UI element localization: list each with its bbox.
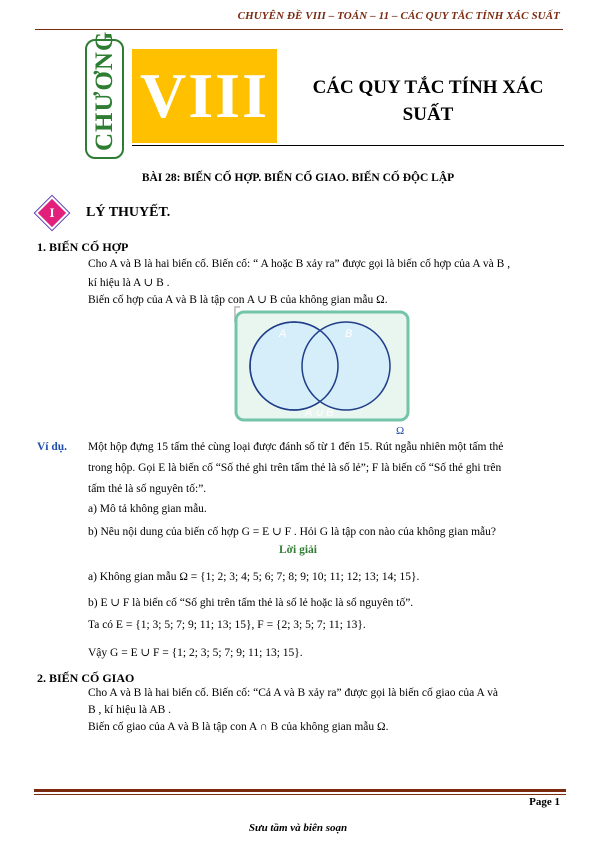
footer-divider-thick: [34, 789, 566, 792]
chapter-title-divider: [132, 145, 564, 146]
chapter-title-line2: SUẤT: [402, 104, 454, 125]
section2-line1: Cho A và B là hai biến cố. Biến cố: “Cả A và B xảy ra” được gọi là biến cố giao của A và: [88, 687, 498, 699]
venn-diagram: [234, 310, 410, 422]
lesson-title: BÀI 28: BIẾN CỐ HỢP. BIẾN CỐ GIAO. BIẾN CỐ ĐỘC LẬP: [141, 172, 455, 184]
running-header: CHUYÊN ĐỀ VIII – TOÁN – 11 – CÁC QUY TẮC TÍNH XÁC SUẤT: [237, 10, 560, 22]
example-question-a: a) Mô tả không gian mẫu.: [88, 503, 207, 515]
header-divider: [35, 29, 563, 30]
solution-ta-co: Ta có E = {1; 3; 5; 7; 9; 11; 13; 15}, F = {2; 3; 5; 7; 11; 13}.: [88, 619, 366, 631]
solution-a: a) Không gian mẫu Ω = {1; 2; 3; 4; 5; 6; 7; 8; 9; 10; 11; 12; 13; 14; 15}.: [88, 571, 420, 583]
section1-heading: 1. BIẾN CỐ HỢP: [37, 240, 129, 254]
chapter-word: CHƯƠNG: [91, 30, 118, 151]
theory-heading: LÝ THUYẾT.: [86, 205, 171, 220]
section2-heading: 2. BIẾN CỐ GIAO: [37, 671, 135, 685]
venn-label-omega: Ω: [396, 425, 405, 437]
example-line1: Một hộp đựng 15 tấm thẻ cùng loại được đánh số từ 1 đến 15. Rút ngẫu nhiên một tấm thẻ: [88, 441, 504, 453]
chapter-number-box: [132, 49, 277, 143]
section-number: I: [49, 205, 55, 220]
venn-label-b: B: [345, 328, 353, 340]
example-line2: trong hộp. Gọi E là biến cố “Số thẻ ghi trên tấm thẻ là số lẻ”; F là biến cố “Số thẻ ghi trên: [88, 462, 502, 474]
footer-credit: Sưu tầm và biên soạn: [248, 822, 348, 834]
section2-line3: Biến cố giao của A và B là tập con A ∩ B của không gian mẫu Ω.: [88, 721, 389, 733]
solution-vay: Vậy G = E ∪ F = {1; 2; 3; 5; 7; 9; 11; 13; 15}.: [88, 647, 303, 659]
venn-label-union: A ∪ B: [305, 407, 334, 419]
section2-line2: B , kí hiệu là AB .: [88, 704, 172, 716]
venn-label-a: A: [279, 328, 287, 340]
section1-line2: kí hiệu là A ∪ B .: [88, 277, 170, 289]
chapter-title-line1: CÁC QUY TẮC TÍNH XÁC: [312, 77, 544, 98]
page-number: Page 1: [529, 796, 560, 808]
chapter-number: VIII: [140, 60, 269, 131]
section1-line1: Cho A và B là hai biến cố. Biến cố: “ A hoặc B xảy ra” được gọi là biến cố hợp của A và B ,: [88, 258, 511, 270]
solution-title: Lời giải: [279, 544, 317, 556]
section1-line3: Biến cố hợp của A và B là tập con A ∪ B của không gian mẫu Ω.: [88, 294, 388, 306]
example-label: Ví dụ.: [37, 441, 68, 453]
example-question-b: b) Nêu nội dung của biến cố hợp G = E ∪ F . Hỏi G là tập con nào của không gian mẫu?: [88, 526, 496, 538]
example-line3: tấm thẻ là số nguyên tố:”.: [88, 483, 207, 495]
footer-divider-thin: [34, 794, 566, 795]
solution-b: b) E ∪ F là biến cố “Số ghi trên tấm thẻ là số lẻ hoặc là số nguyên tố”.: [88, 597, 414, 609]
chapter-word-box: [85, 30, 124, 159]
